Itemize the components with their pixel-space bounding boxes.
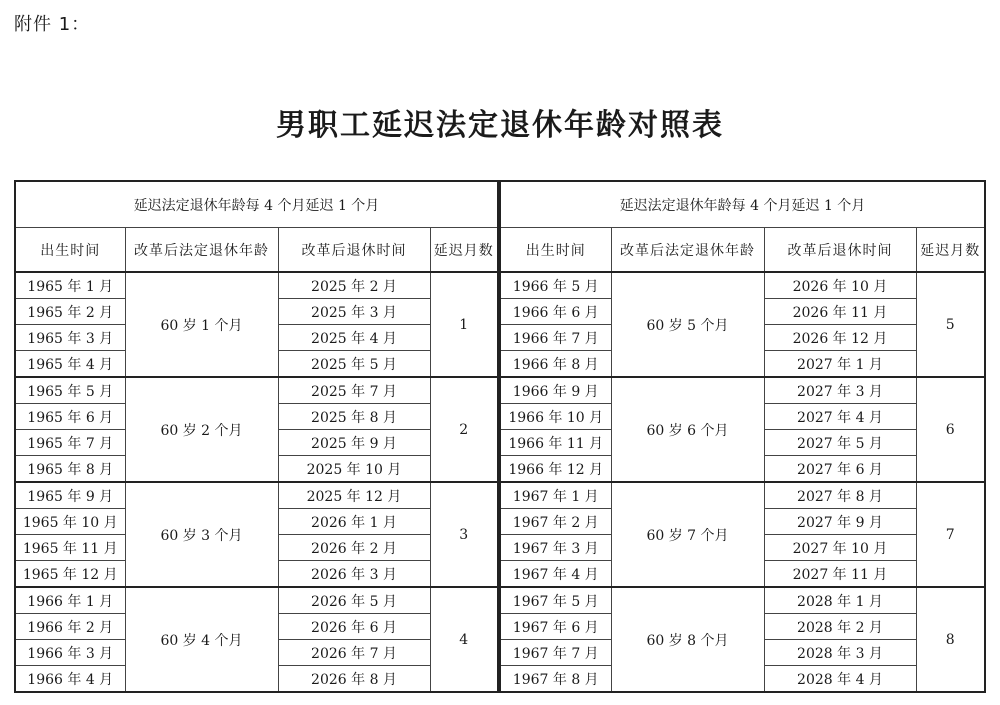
birth-cell: 1967 年 1 月: [500, 482, 611, 509]
col-header-retire-time: 改革后退休时间: [278, 228, 430, 273]
birth-cell: 1965 年 2 月: [15, 299, 125, 325]
table-header: 延迟法定退休年龄每 4 个月延迟 1 个月: [500, 181, 985, 228]
retirement-age-cell: 60 岁 6 个月: [611, 377, 764, 482]
retirement-age-cell: 60 岁 3 个月: [125, 482, 278, 587]
birth-cell: 1966 年 6 月: [500, 299, 611, 325]
table-row: [15, 272, 498, 299]
retire-time-cell: 2026 年 5 月: [278, 587, 430, 614]
retirement-age-cell: 60 岁 5 个月: [611, 272, 764, 377]
table-row: [500, 272, 985, 299]
table-header: 延迟法定退休年龄每 4 个月延迟 1 个月: [15, 181, 498, 228]
retire-time-cell: 2025 年 7 月: [278, 377, 430, 404]
birth-cell: 1967 年 2 月: [500, 509, 611, 535]
birth-cell: 1965 年 9 月: [15, 482, 125, 509]
birth-cell: 1966 年 9 月: [500, 377, 611, 404]
retire-time-cell: 2027 年 3 月: [764, 377, 916, 404]
delay-months-cell: 2: [430, 377, 498, 482]
col-header-age: 改革后法定退休年龄: [125, 228, 278, 273]
delay-months-cell: 5: [916, 272, 985, 377]
retire-time-cell: 2026 年 6 月: [278, 614, 430, 640]
attachment-label: 附件 1：: [14, 14, 91, 35]
birth-cell: 1965 年 10 月: [15, 509, 125, 535]
birth-cell: 1965 年 11 月: [15, 535, 125, 561]
birth-cell: 1965 年 8 月: [15, 456, 125, 483]
retire-time-cell: 2026 年 3 月: [278, 561, 430, 588]
retire-time-cell: 2028 年 3 月: [764, 640, 916, 666]
retire-time-cell: 2026 年 11 月: [764, 299, 916, 325]
birth-cell: 1966 年 5 月: [500, 272, 611, 299]
birth-cell: 1966 年 8 月: [500, 351, 611, 378]
col-header-birth: 出生时间: [15, 228, 125, 273]
retire-time-cell: 2028 年 4 月: [764, 666, 916, 693]
birth-cell: 1966 年 12 月: [500, 456, 611, 483]
retire-time-cell: 2025 年 9 月: [278, 430, 430, 456]
retire-time-cell: 2027 年 5 月: [764, 430, 916, 456]
birth-cell: 1967 年 6 月: [500, 614, 611, 640]
retire-time-cell: 2026 年 8 月: [278, 666, 430, 693]
retire-time-cell: 2028 年 2 月: [764, 614, 916, 640]
col-header-retire-time: 改革后退休时间: [764, 228, 916, 273]
retirement-table-left: [14, 180, 499, 693]
birth-cell: 1966 年 7 月: [500, 325, 611, 351]
delay-months-cell: 8: [916, 587, 985, 692]
retire-time-cell: 2025 年 8 月: [278, 404, 430, 430]
table-row: [15, 377, 498, 404]
birth-cell: 1966 年 3 月: [15, 640, 125, 666]
birth-cell: 1965 年 1 月: [15, 272, 125, 299]
retire-time-cell: 2027 年 6 月: [764, 456, 916, 483]
birth-cell: 1967 年 8 月: [500, 666, 611, 693]
birth-cell: 1966 年 2 月: [15, 614, 125, 640]
birth-cell: 1967 年 7 月: [500, 640, 611, 666]
delay-months-cell: 6: [916, 377, 985, 482]
retirement-age-cell: 60 岁 4 个月: [125, 587, 278, 692]
page-title: 男职工延迟法定退休年龄对照表: [276, 108, 724, 143]
table-row: [15, 482, 498, 509]
retire-time-cell: 2025 年 4 月: [278, 325, 430, 351]
retire-time-cell: 2027 年 10 月: [764, 535, 916, 561]
table-row: [500, 377, 985, 404]
birth-cell: 1966 年 10 月: [500, 404, 611, 430]
retire-time-cell: 2025 年 3 月: [278, 299, 430, 325]
retire-time-cell: 2027 年 11 月: [764, 561, 916, 588]
retire-time-cell: 2027 年 8 月: [764, 482, 916, 509]
table-row: [500, 587, 985, 614]
birth-cell: 1966 年 11 月: [500, 430, 611, 456]
col-header-delay: 延迟月数: [916, 228, 985, 273]
table-row: [15, 587, 498, 614]
birth-cell: 1967 年 4 月: [500, 561, 611, 588]
retirement-age-cell: 60 岁 2 个月: [125, 377, 278, 482]
col-header-delay: 延迟月数: [430, 228, 498, 273]
retire-time-cell: 2028 年 1 月: [764, 587, 916, 614]
retire-time-cell: 2026 年 1 月: [278, 509, 430, 535]
retire-time-cell: 2026 年 2 月: [278, 535, 430, 561]
delay-months-cell: 3: [430, 482, 498, 587]
retire-time-cell: 2027 年 1 月: [764, 351, 916, 378]
col-header-age: 改革后法定退休年龄: [611, 228, 764, 273]
retire-time-cell: 2027 年 9 月: [764, 509, 916, 535]
retirement-age-cell: 60 岁 8 个月: [611, 587, 764, 692]
table-row: [500, 482, 985, 509]
retire-time-cell: 2025 年 12 月: [278, 482, 430, 509]
retire-time-cell: 2026 年 10 月: [764, 272, 916, 299]
birth-cell: 1967 年 3 月: [500, 535, 611, 561]
birth-cell: 1965 年 3 月: [15, 325, 125, 351]
delay-months-cell: 7: [916, 482, 985, 587]
retire-time-cell: 2027 年 4 月: [764, 404, 916, 430]
birth-cell: 1965 年 7 月: [15, 430, 125, 456]
birth-cell: 1965 年 5 月: [15, 377, 125, 404]
birth-cell: 1965 年 12 月: [15, 561, 125, 588]
birth-cell: 1967 年 5 月: [500, 587, 611, 614]
delay-months-cell: 4: [430, 587, 498, 692]
birth-cell: 1966 年 1 月: [15, 587, 125, 614]
retirement-age-cell: 60 岁 7 个月: [611, 482, 764, 587]
retire-time-cell: 2025 年 5 月: [278, 351, 430, 378]
retire-time-cell: 2026 年 12 月: [764, 325, 916, 351]
birth-cell: 1965 年 4 月: [15, 351, 125, 378]
birth-cell: 1966 年 4 月: [15, 666, 125, 693]
col-header-birth: 出生时间: [500, 228, 611, 273]
retire-time-cell: 2026 年 7 月: [278, 640, 430, 666]
retire-time-cell: 2025 年 2 月: [278, 272, 430, 299]
birth-cell: 1965 年 6 月: [15, 404, 125, 430]
retire-time-cell: 2025 年 10 月: [278, 456, 430, 483]
retirement-age-cell: 60 岁 1 个月: [125, 272, 278, 377]
delay-months-cell: 1: [430, 272, 498, 377]
retirement-table-right: [499, 180, 986, 693]
